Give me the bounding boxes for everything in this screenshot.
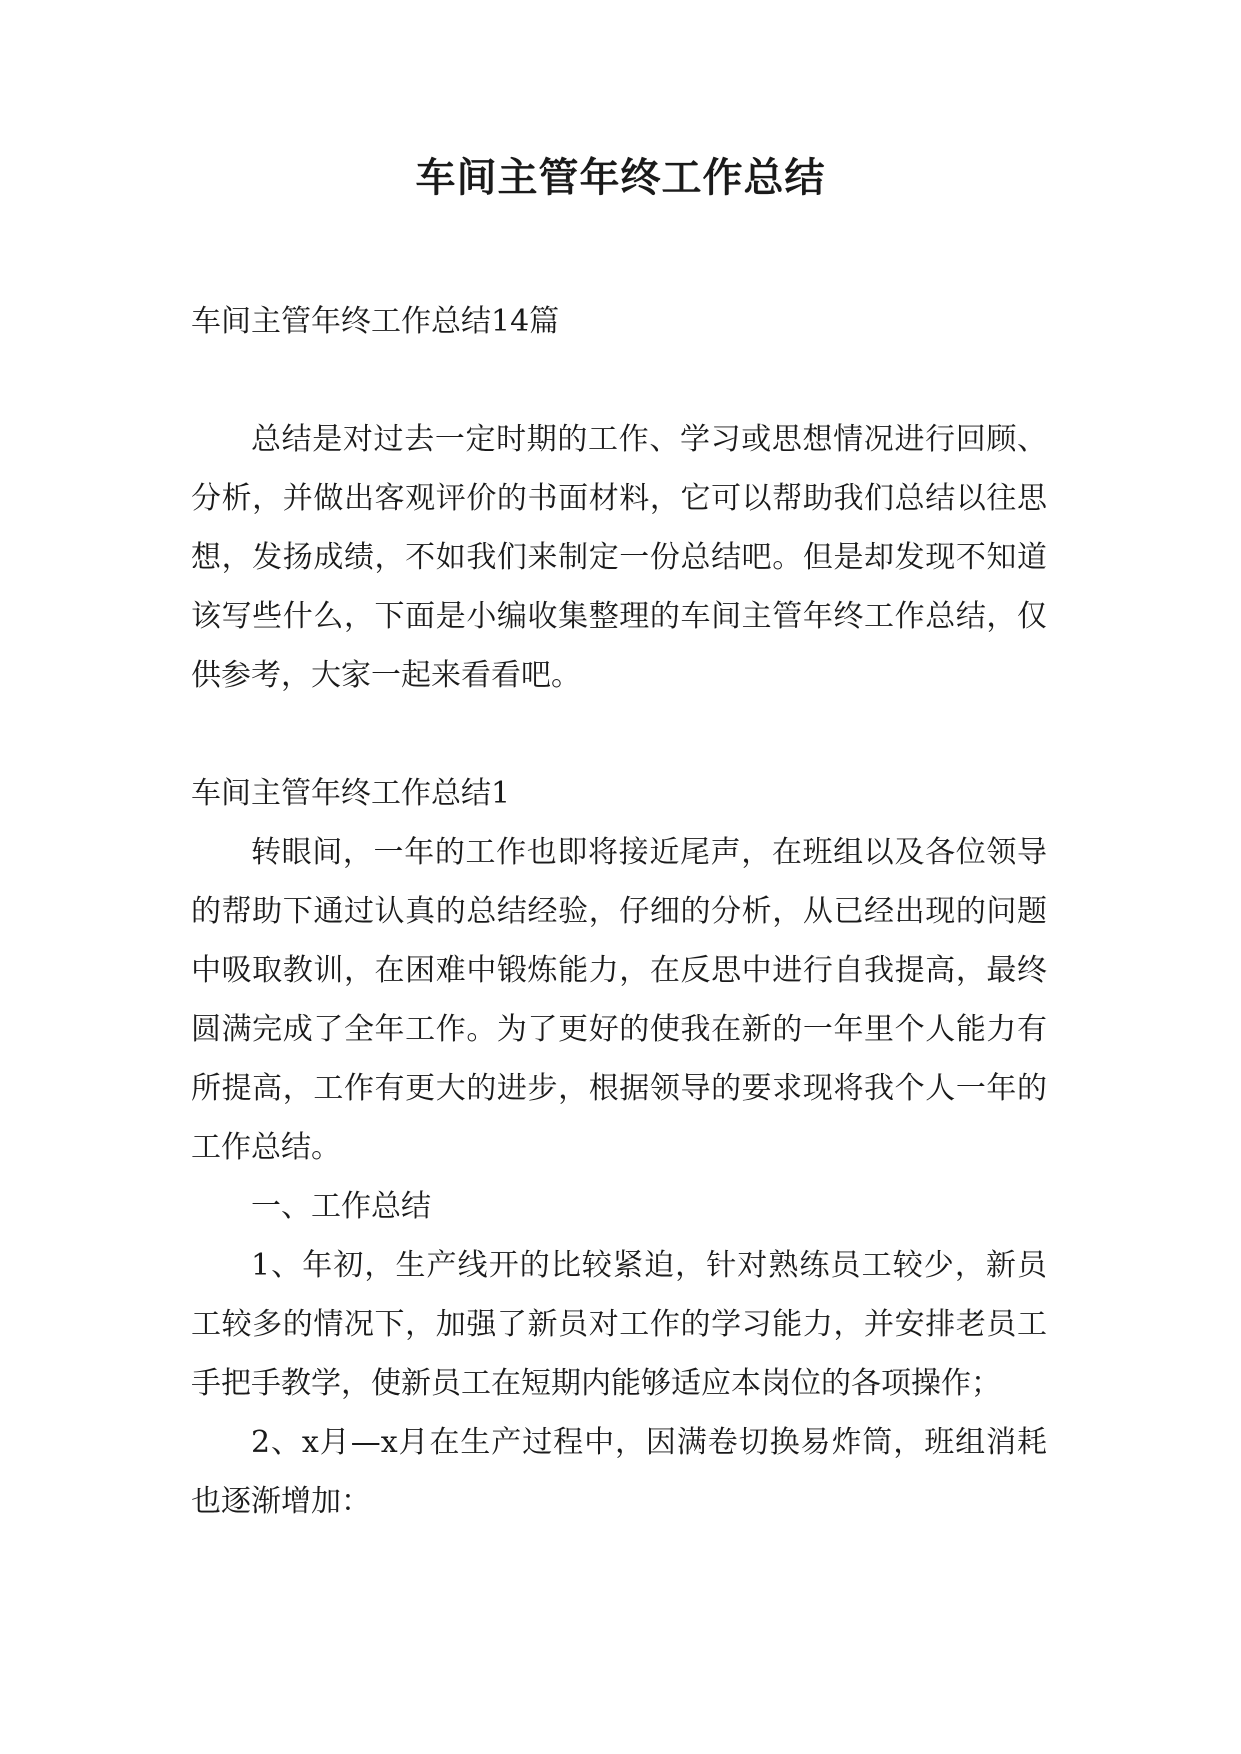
part-heading: 一、工作总结 (251, 1189, 431, 1224)
section-heading: 车间主管年终工作总结1 (191, 776, 511, 811)
document-subtitle: 车间主管年终工作总结14篇 (191, 304, 560, 339)
section-paragraph: 转眼间，一年的工作也即将接近尾声，在班组以及各位领导的帮助下通过认真的总结经验，仔细的分析，从已经出现的问题中吸取教训，在困难中锻炼能力，在反思中进行自我提高，最终圆满完成了全年工作。为了更好的使我在新的一年里个人能力有所提高，工作有更大的进步，根据领导的要求现将我个人一年的工作总结。 (191, 835, 1047, 1165)
intro-paragraph: 总结是对过去一定时期的工作、学习或思想情况进行回顾、分析，并做出客观评价的书面材料，它可以帮助我们总结以往思想，发扬成绩，不如我们来制定一份总结吧。但是却发现不知道该写些什么，下面是小编收集整理的车间主管年终工作总结，仅供参考，大家一起来看看吧。 (191, 422, 1047, 693)
document-title: 车间主管年终工作总结 (415, 155, 826, 201)
list-item: 1、年初，生产线开的比较紧迫，针对熟练员工较少，新员工较多的情况下，加强了新员对工作的学习能力，并安排老员工手把手教学，使新员工在短期内能够适应本岗位的各项操作； (191, 1248, 1047, 1401)
document-body (191, 292, 1047, 1531)
list-item: 2、x月—x月在生产过程中，因满卷切换易炸筒，班组消耗也逐渐增加： (191, 1425, 1047, 1519)
